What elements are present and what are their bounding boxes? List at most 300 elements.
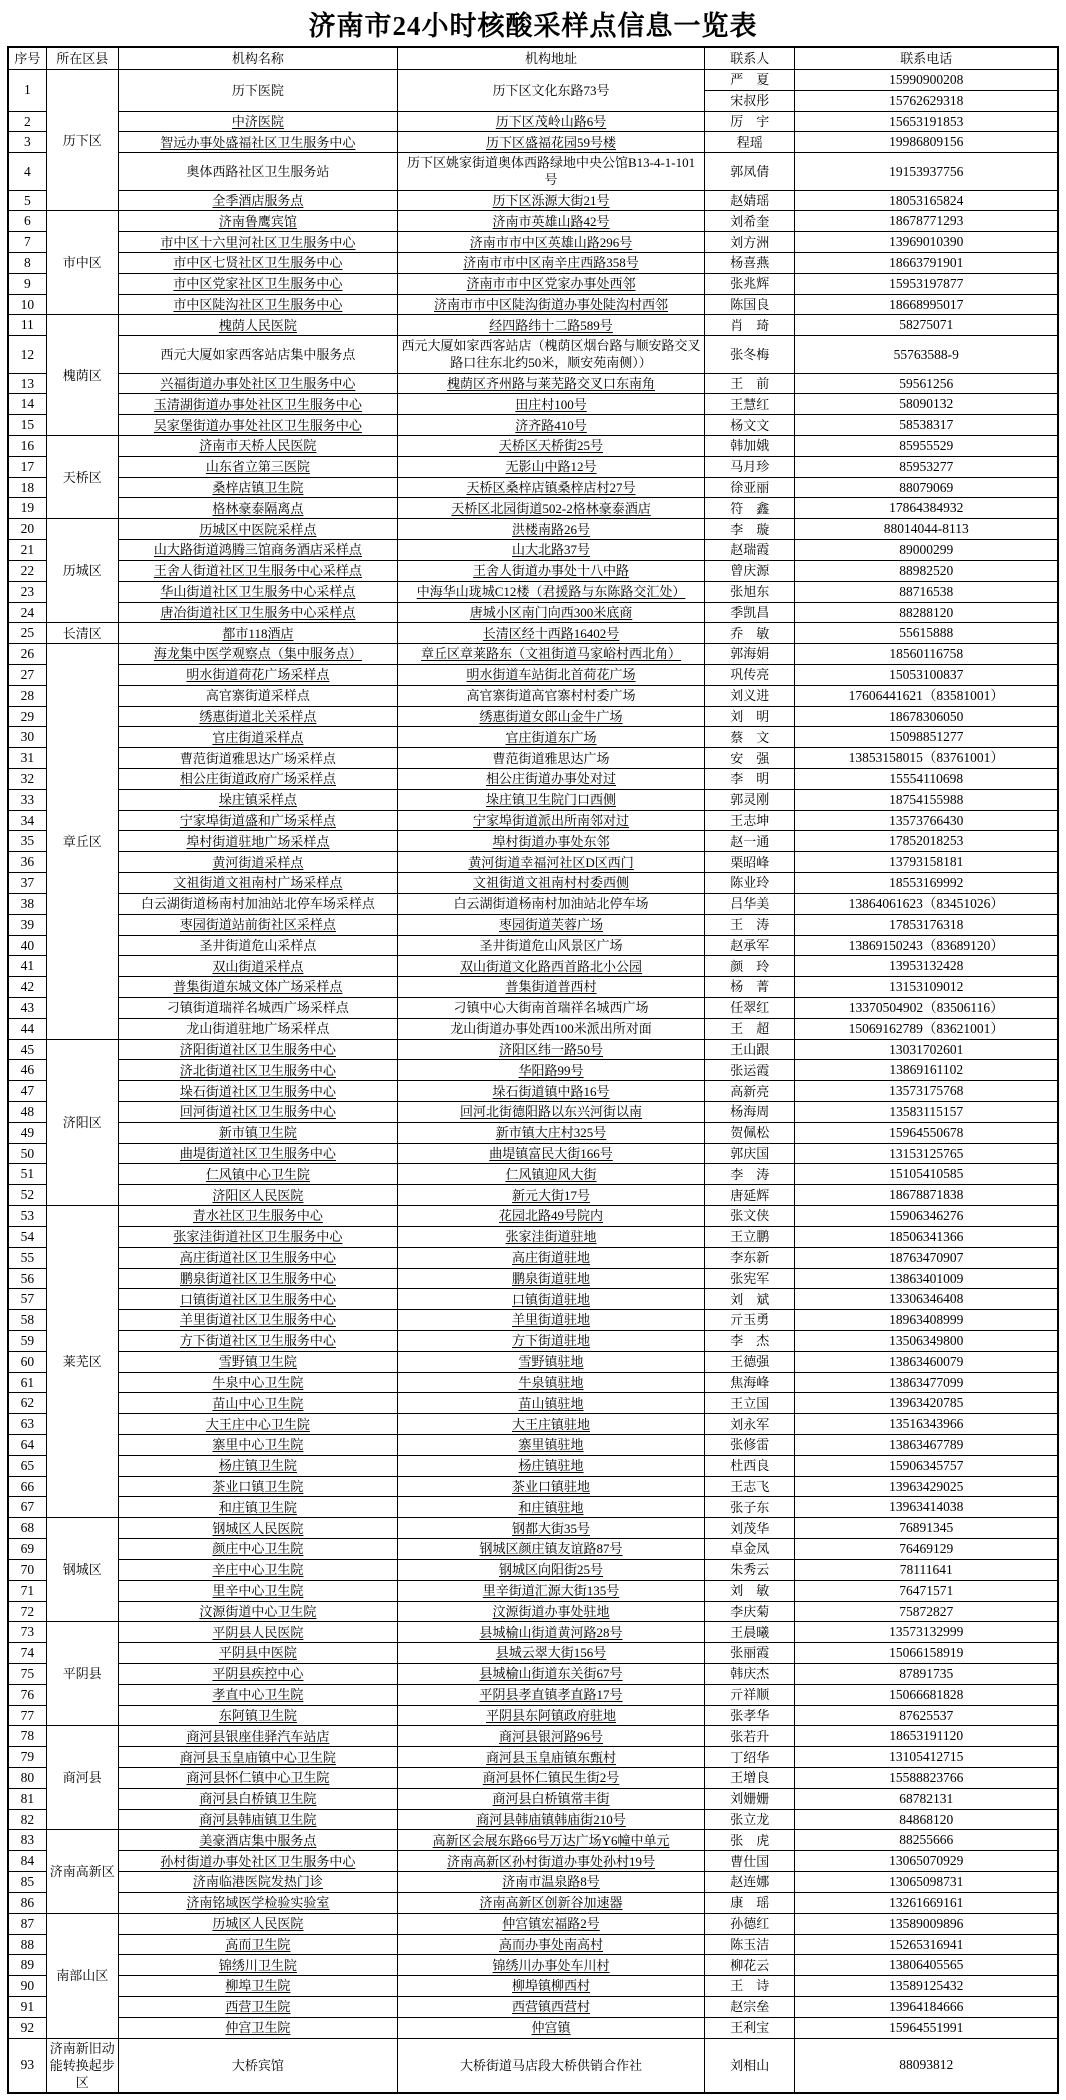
district-cell: 济阳区: [46, 1039, 118, 1206]
table-row: [8, 623, 1058, 644]
phone-cell: 13963420785: [795, 1393, 1058, 1414]
org-address-cell: 明水街道车站街北首荷花广场: [397, 664, 704, 685]
serial-cell: 84: [8, 1851, 46, 1872]
contact-cell: 符 鑫: [705, 498, 795, 519]
org-name-cell: 新市镇卫生院: [118, 1122, 397, 1143]
phone-cell: 15066681828: [795, 1684, 1058, 1705]
org-address-cell: 文祖街道文祖南村村委西侧: [397, 873, 704, 894]
page-title: 济南市24小时核酸采样点信息一览表: [308, 11, 758, 41]
contact-cell: 王 诗: [705, 1976, 795, 1997]
table-row: [8, 1559, 1058, 1580]
contact-cell: 刘义进: [705, 685, 795, 706]
org-name-cell: 钢城区人民医院: [118, 1518, 397, 1539]
serial-cell: 46: [8, 1060, 46, 1081]
contact-cell: 王慧红: [705, 394, 795, 415]
org-name-cell: 历城区中医院采样点: [118, 519, 397, 540]
serial-cell: 33: [8, 789, 46, 810]
table-row: [8, 273, 1058, 294]
org-name-cell: 西元大厦如家西客站店集中服务点: [118, 336, 397, 373]
phone-cell: 15964550678: [795, 1122, 1058, 1143]
contact-cell: 贺佩松: [705, 1122, 795, 1143]
phone-cell: 15653191853: [795, 111, 1058, 132]
org-name-cell: 高官寨街道采样点: [118, 685, 397, 706]
org-address-cell: 天桥区桑梓店镇桑梓店村27号: [397, 477, 704, 498]
phone-cell: 13793158181: [795, 852, 1058, 873]
contact-cell: 赵婧瑶: [705, 190, 795, 211]
serial-cell: 88: [8, 1934, 46, 1955]
table-row: [8, 232, 1058, 253]
contact-cell: 赵瑞霞: [705, 540, 795, 561]
serial-cell: 83: [8, 1830, 46, 1851]
district-cell: 莱芜区: [46, 1206, 118, 1518]
phone-cell: 87891735: [795, 1663, 1058, 1684]
table-row: [8, 1351, 1058, 1372]
serial-cell: 41: [8, 956, 46, 977]
phone-cell: 19986809156: [795, 132, 1058, 153]
serial-cell: 65: [8, 1455, 46, 1476]
contact-cell: 杨文文: [705, 415, 795, 436]
phone-cell: 17606441621（83581001）: [795, 685, 1058, 706]
org-name-cell: 济阳区人民医院: [118, 1185, 397, 1206]
table-row: [8, 1622, 1058, 1643]
district-cell: 南部山区: [46, 1913, 118, 2038]
contact-cell: 唐延辉: [705, 1185, 795, 1206]
table-row: [8, 685, 1058, 706]
contact-cell: 柳花云: [705, 1955, 795, 1976]
org-address-cell: 长清区经十西路16402号: [397, 623, 704, 644]
org-name-cell: 高而卫生院: [118, 1934, 397, 1955]
table-row: [8, 664, 1058, 685]
phone-cell: 55763588-9: [795, 336, 1058, 373]
contact-cell: 杨海周: [705, 1102, 795, 1123]
phone-cell: 88255666: [795, 1830, 1058, 1851]
org-address-cell: 茶业口镇驻地: [397, 1476, 704, 1497]
contact-cell: 郭凤倩: [705, 153, 795, 190]
contact-cell: 王立鹏: [705, 1226, 795, 1247]
district-cell: 济南新旧动能转换起步区: [46, 2038, 118, 2093]
phone-cell: 13153109012: [795, 977, 1058, 998]
org-address-cell: 相公庄街道办事处对过: [397, 769, 704, 790]
table-row: [8, 1122, 1058, 1143]
org-name-cell: 高庄街道社区卫生服务中心: [118, 1247, 397, 1268]
contact-cell: 严 夏: [705, 70, 795, 91]
org-address-cell: 唐城小区南门向西300米底商: [397, 602, 704, 623]
contact-cell: 卓金凤: [705, 1539, 795, 1560]
org-address-cell: 羊里街道驻地: [397, 1310, 704, 1331]
table-row: [8, 1601, 1058, 1622]
serial-cell: 8: [8, 253, 46, 274]
table-row: [8, 456, 1058, 477]
table-row: [8, 769, 1058, 790]
serial-cell: 21: [8, 540, 46, 561]
column-header-org-name: 机构名称: [118, 47, 397, 70]
district-cell: 济南高新区: [46, 1830, 118, 1913]
org-address-cell: 垛石街道镇中路16号: [397, 1081, 704, 1102]
table-row: [8, 1372, 1058, 1393]
table-row: [8, 727, 1058, 748]
phone-cell: 13065070929: [795, 1851, 1058, 1872]
contact-cell: 张旭东: [705, 581, 795, 602]
district-cell: 长清区: [46, 623, 118, 644]
phone-cell: 15066158919: [795, 1643, 1058, 1664]
serial-cell: 3: [8, 132, 46, 153]
serial-cell: 23: [8, 581, 46, 602]
serial-cell: 19: [8, 498, 46, 519]
phone-cell: 17852018253: [795, 831, 1058, 852]
org-name-cell: 市中区陡沟社区卫生服务中心: [118, 294, 397, 315]
phone-cell: 18678306050: [795, 706, 1058, 727]
serial-cell: 79: [8, 1747, 46, 1768]
org-name-cell: 济南鲁鹰宾馆: [118, 211, 397, 232]
org-name-cell: 垛庄镇采样点: [118, 789, 397, 810]
table-row: [8, 893, 1058, 914]
contact-cell: 张立龙: [705, 1809, 795, 1830]
phone-cell: 13863477099: [795, 1372, 1058, 1393]
table-row: [8, 190, 1058, 211]
org-name-cell: 相公庄街道政府广场采样点: [118, 769, 397, 790]
serial-cell: 24: [8, 602, 46, 623]
org-address-cell: 和庄镇驻地: [397, 1497, 704, 1518]
phone-cell: 13573175768: [795, 1081, 1058, 1102]
org-address-cell: 槐荫区齐州路与莱芜路交叉口东南角: [397, 373, 704, 394]
org-name-cell: 海龙集中医学观察点（集中服务点）: [118, 644, 397, 665]
table-row: [8, 1102, 1058, 1123]
contact-cell: 季凯昌: [705, 602, 795, 623]
column-header-org-address: 机构地址: [397, 47, 704, 70]
table-row: [8, 810, 1058, 831]
phone-cell: 15554110698: [795, 769, 1058, 790]
table-row: [8, 1851, 1058, 1872]
table-row: [8, 956, 1058, 977]
org-address-cell: 济南市市中区陡沟街道办事处陡沟村西邻: [397, 294, 704, 315]
contact-cell: 康 瑶: [705, 1892, 795, 1913]
org-name-cell: 回河街道社区卫生服务中心: [118, 1102, 397, 1123]
contact-cell: 任翠红: [705, 997, 795, 1018]
contact-cell: 王德强: [705, 1351, 795, 1372]
org-address-cell: 汶源街道办事处驻地: [397, 1601, 704, 1622]
phone-cell: 18963408999: [795, 1310, 1058, 1331]
phone-cell: 13869161102: [795, 1060, 1058, 1081]
serial-cell: 89: [8, 1955, 46, 1976]
org-name-cell: 茶业口镇卫生院: [118, 1476, 397, 1497]
contact-cell: 朱秀云: [705, 1559, 795, 1580]
phone-cell: 15906346276: [795, 1206, 1058, 1227]
sampling-points-table: [7, 46, 1059, 2094]
org-name-cell: 智远办事处盛福社区卫生服务中心: [118, 132, 397, 153]
phone-cell: 15069162789（83621001）: [795, 1018, 1058, 1039]
table-header-row: [8, 47, 1058, 70]
table-row: [8, 294, 1058, 315]
phone-cell: 58090132: [795, 394, 1058, 415]
table-row: [8, 1393, 1058, 1414]
table-row: [8, 1913, 1058, 1934]
org-name-cell: 青水社区卫生服务中心: [118, 1206, 397, 1227]
org-address-cell: 华阳路99号: [397, 1060, 704, 1081]
phone-cell: 13969010390: [795, 232, 1058, 253]
serial-cell: 4: [8, 153, 46, 190]
phone-cell: 15906345757: [795, 1455, 1058, 1476]
org-name-cell: 商河县银座佳驿汽车站店: [118, 1726, 397, 1747]
contact-cell: 张兆辉: [705, 273, 795, 294]
contact-cell: 孙德红: [705, 1913, 795, 1934]
phone-cell: 19153937756: [795, 153, 1058, 190]
serial-cell: 54: [8, 1226, 46, 1247]
org-name-cell: 锦绣川卫生院: [118, 1955, 397, 1976]
serial-cell: 71: [8, 1580, 46, 1601]
column-header-district: 所在区县: [46, 47, 118, 70]
contact-cell: 张宪军: [705, 1268, 795, 1289]
table-row: [8, 1996, 1058, 2017]
table-row: [8, 1892, 1058, 1913]
org-address-cell: 济阳区纬一路50号: [397, 1039, 704, 1060]
phone-cell: 13964184666: [795, 1996, 1058, 2017]
org-address-cell: 杨庄镇驻地: [397, 1455, 704, 1476]
table-row: [8, 415, 1058, 436]
org-name-cell: 辛庄中心卫生院: [118, 1559, 397, 1580]
contact-cell: 王利宝: [705, 2017, 795, 2038]
serial-cell: 38: [8, 893, 46, 914]
contact-cell: 肖 琦: [705, 315, 795, 336]
org-address-cell: 济齐路410号: [397, 415, 704, 436]
org-address-cell: 大王庄镇驻地: [397, 1414, 704, 1435]
table-row: [8, 1143, 1058, 1164]
phone-cell: 13261669161: [795, 1892, 1058, 1913]
serial-cell: 78: [8, 1726, 46, 1747]
serial-cell: 12: [8, 336, 46, 373]
contact-cell: 王志飞: [705, 1476, 795, 1497]
org-name-cell: 垛石街道社区卫生服务中心: [118, 1081, 397, 1102]
org-name-cell: 枣园街道站前街社区采样点: [118, 914, 397, 935]
table-row: [8, 1663, 1058, 1684]
phone-cell: 15588823766: [795, 1768, 1058, 1789]
org-name-cell: 杨庄镇卫生院: [118, 1455, 397, 1476]
org-address-cell: 高而办事处南高村: [397, 1934, 704, 1955]
district-cell: 章丘区: [46, 644, 118, 1039]
contact-cell: 陈业玲: [705, 873, 795, 894]
contact-cell: 王山跟: [705, 1039, 795, 1060]
org-name-cell: 市中区七贤社区卫生服务中心: [118, 253, 397, 274]
phone-cell: 13963429025: [795, 1476, 1058, 1497]
contact-cell: 蔡 文: [705, 727, 795, 748]
serial-cell: 48: [8, 1102, 46, 1123]
serial-cell: 18: [8, 477, 46, 498]
phone-cell: 18763470907: [795, 1247, 1058, 1268]
table-row: [8, 914, 1058, 935]
phone-cell: 85955529: [795, 436, 1058, 457]
serial-cell: 60: [8, 1351, 46, 1372]
phone-cell: 13306346408: [795, 1289, 1058, 1310]
table-row: [8, 789, 1058, 810]
serial-cell: 42: [8, 977, 46, 998]
contact-cell: 刘姗姗: [705, 1788, 795, 1809]
table-row: [8, 1435, 1058, 1456]
contact-cell: 李 明: [705, 769, 795, 790]
district-cell: 平阴县: [46, 1622, 118, 1726]
org-name-cell: 市中区党家社区卫生服务中心: [118, 273, 397, 294]
contact-cell: 厉 宇: [705, 111, 795, 132]
org-address-cell: 西元大厦如家西客站店（槐荫区烟台路与顺安路交叉路口往东北约50米，顺安苑南侧））: [397, 336, 704, 373]
org-address-cell: 锦绣川办事处车川村: [397, 1955, 704, 1976]
contact-cell: 张孝华: [705, 1705, 795, 1726]
phone-cell: 88982520: [795, 560, 1058, 581]
phone-cell: 68782131: [795, 1788, 1058, 1809]
contact-cell: 刘方洲: [705, 232, 795, 253]
contact-cell: 郭海娟: [705, 644, 795, 665]
contact-cell: 张冬梅: [705, 336, 795, 373]
phone-cell: 13953132428: [795, 956, 1058, 977]
phone-cell: 15265316941: [795, 1934, 1058, 1955]
org-address-cell: 济南市市中区英雄山路296号: [397, 232, 704, 253]
org-address-cell: 圣井街道危山风景区广场: [397, 935, 704, 956]
serial-cell: 57: [8, 1289, 46, 1310]
table-row: [8, 1455, 1058, 1476]
serial-cell: 70: [8, 1559, 46, 1580]
phone-cell: 18506341366: [795, 1226, 1058, 1247]
org-name-cell: 西营卫生院: [118, 1996, 397, 2017]
contact-cell: 李 涛: [705, 1164, 795, 1185]
serial-cell: 76: [8, 1684, 46, 1705]
org-address-cell: 天桥区北园街道502-2格林豪泰酒店: [397, 498, 704, 519]
table-row: [8, 1206, 1058, 1227]
org-name-cell: 曹范街道雅思达广场采样点: [118, 748, 397, 769]
phone-cell: 13573766430: [795, 810, 1058, 831]
contact-cell: 安 强: [705, 748, 795, 769]
serial-cell: 82: [8, 1809, 46, 1830]
org-address-cell: 曹范街道雅思达广场: [397, 748, 704, 769]
org-address-cell: 雪野镇驻地: [397, 1351, 704, 1372]
org-address-cell: 黄河街道幸福河社区D区西门: [397, 852, 704, 873]
district-cell: 市中区: [46, 211, 118, 315]
contact-cell: 刘 斌: [705, 1289, 795, 1310]
org-name-cell: 苗山中心卫生院: [118, 1393, 397, 1414]
serial-cell: 63: [8, 1414, 46, 1435]
serial-cell: 45: [8, 1039, 46, 1060]
serial-cell: 69: [8, 1539, 46, 1560]
org-name-cell: 王舍人街道社区卫生服务中心采样点: [118, 560, 397, 581]
org-address-cell: 王舍人街道办事处十八中路: [397, 560, 704, 581]
org-name-cell: 曲堤街道社区卫生服务中心: [118, 1143, 397, 1164]
phone-cell: 85953277: [795, 456, 1058, 477]
org-address-cell: 济南市英雄山路42号: [397, 211, 704, 232]
phone-cell: 13806405565: [795, 1955, 1058, 1976]
org-name-cell: 仲宫卫生院: [118, 2017, 397, 2038]
serial-cell: 10: [8, 294, 46, 315]
org-address-cell: 方下街道驻地: [397, 1330, 704, 1351]
org-name-cell: 槐荫人民医院: [118, 315, 397, 336]
phone-cell: 15105410585: [795, 1164, 1058, 1185]
org-address-cell: 垛庄镇卫生院门口西侧: [397, 789, 704, 810]
table-row: [8, 1247, 1058, 1268]
contact-cell: 张文侠: [705, 1206, 795, 1227]
org-address-cell: 高新区会展东路66号万达广场Y6幢中单元: [397, 1830, 704, 1851]
contact-cell: 徐亚丽: [705, 477, 795, 498]
contact-cell: 李 璇: [705, 519, 795, 540]
org-name-cell: 吴家堡街道办事处社区卫生服务中心: [118, 415, 397, 436]
phone-cell: 88288120: [795, 602, 1058, 623]
org-address-cell: 绣惠街道女郎山金牛广场: [397, 706, 704, 727]
district-cell: 天桥区: [46, 436, 118, 519]
phone-cell: 15990900208: [795, 70, 1058, 91]
table-row: [8, 852, 1058, 873]
contact-cell: 张若升: [705, 1726, 795, 1747]
serial-cell: 7: [8, 232, 46, 253]
org-name-cell: 和庄镇卫生院: [118, 1497, 397, 1518]
contact-cell: 王立国: [705, 1393, 795, 1414]
org-address-cell: 平阴县孝直镇孝直路17号: [397, 1684, 704, 1705]
phone-cell: 17864384932: [795, 498, 1058, 519]
org-address-cell: 济南市温泉路8号: [397, 1872, 704, 1893]
phone-cell: 13573132999: [795, 1622, 1058, 1643]
org-name-cell: 历下医院: [118, 70, 397, 112]
org-name-cell: 仁风镇中心卫生院: [118, 1164, 397, 1185]
org-name-cell: 格林豪泰隔离点: [118, 498, 397, 519]
phone-cell: 76469129: [795, 1539, 1058, 1560]
phone-cell: 58275071: [795, 315, 1058, 336]
contact-cell: 杨 菁: [705, 977, 795, 998]
org-name-cell: 济南市天桥人民医院: [118, 436, 397, 457]
org-name-cell: 汶源街道中心卫生院: [118, 1601, 397, 1622]
table-row: [8, 1164, 1058, 1185]
phone-cell: 13963414038: [795, 1497, 1058, 1518]
serial-cell: 93: [8, 2038, 46, 2093]
serial-cell: 6: [8, 211, 46, 232]
phone-cell: 18678871838: [795, 1185, 1058, 1206]
contact-cell: 颜 玲: [705, 956, 795, 977]
serial-cell: 85: [8, 1872, 46, 1893]
table-row: [8, 706, 1058, 727]
contact-cell: 马月珍: [705, 456, 795, 477]
contact-cell: 刘茂华: [705, 1518, 795, 1539]
org-address-cell: 济南高新区创新谷加速器: [397, 1892, 704, 1913]
phone-cell: 17853176318: [795, 914, 1058, 935]
org-name-cell: 方下街道社区卫生服务中心: [118, 1330, 397, 1351]
phone-cell: 88014044-8113: [795, 519, 1058, 540]
phone-cell: 13506349800: [795, 1330, 1058, 1351]
org-name-cell: 东阿镇卫生院: [118, 1705, 397, 1726]
serial-cell: 73: [8, 1622, 46, 1643]
org-name-cell: 美豪酒店集中服务点: [118, 1830, 397, 1851]
org-name-cell: 中济医院: [118, 111, 397, 132]
table-row: [8, 1414, 1058, 1435]
contact-cell: 刘永军: [705, 1414, 795, 1435]
org-name-cell: 普集街道东城文体广场采样点: [118, 977, 397, 998]
table-row: [8, 748, 1058, 769]
serial-cell: 55: [8, 1247, 46, 1268]
table-row: [8, 253, 1058, 274]
column-header-phone: 联系电话: [795, 47, 1058, 70]
district-cell: 钢城区: [46, 1518, 118, 1622]
org-address-cell: 经四路纬十二路589号: [397, 315, 704, 336]
phone-cell: 76471571: [795, 1580, 1058, 1601]
serial-cell: 1: [8, 70, 46, 112]
serial-cell: 36: [8, 852, 46, 873]
contact-cell: 王增良: [705, 1768, 795, 1789]
contact-cell: 郭庆国: [705, 1143, 795, 1164]
serial-cell: 43: [8, 997, 46, 1018]
org-address-cell: 钢城区向阳街25号: [397, 1559, 704, 1580]
contact-cell: 栗昭峰: [705, 852, 795, 873]
org-address-cell: 历下区泺源大街21号: [397, 190, 704, 211]
org-name-cell: 圣井街道危山采样点: [118, 935, 397, 956]
contact-cell: 刘 明: [705, 706, 795, 727]
serial-cell: 92: [8, 2017, 46, 2038]
serial-cell: 25: [8, 623, 46, 644]
org-address-cell: 商河县玉皇庙镇东甄村: [397, 1747, 704, 1768]
phone-cell: 88079069: [795, 477, 1058, 498]
org-address-cell: 山大北路37号: [397, 540, 704, 561]
serial-cell: 16: [8, 436, 46, 457]
phone-cell: 13105412715: [795, 1747, 1058, 1768]
